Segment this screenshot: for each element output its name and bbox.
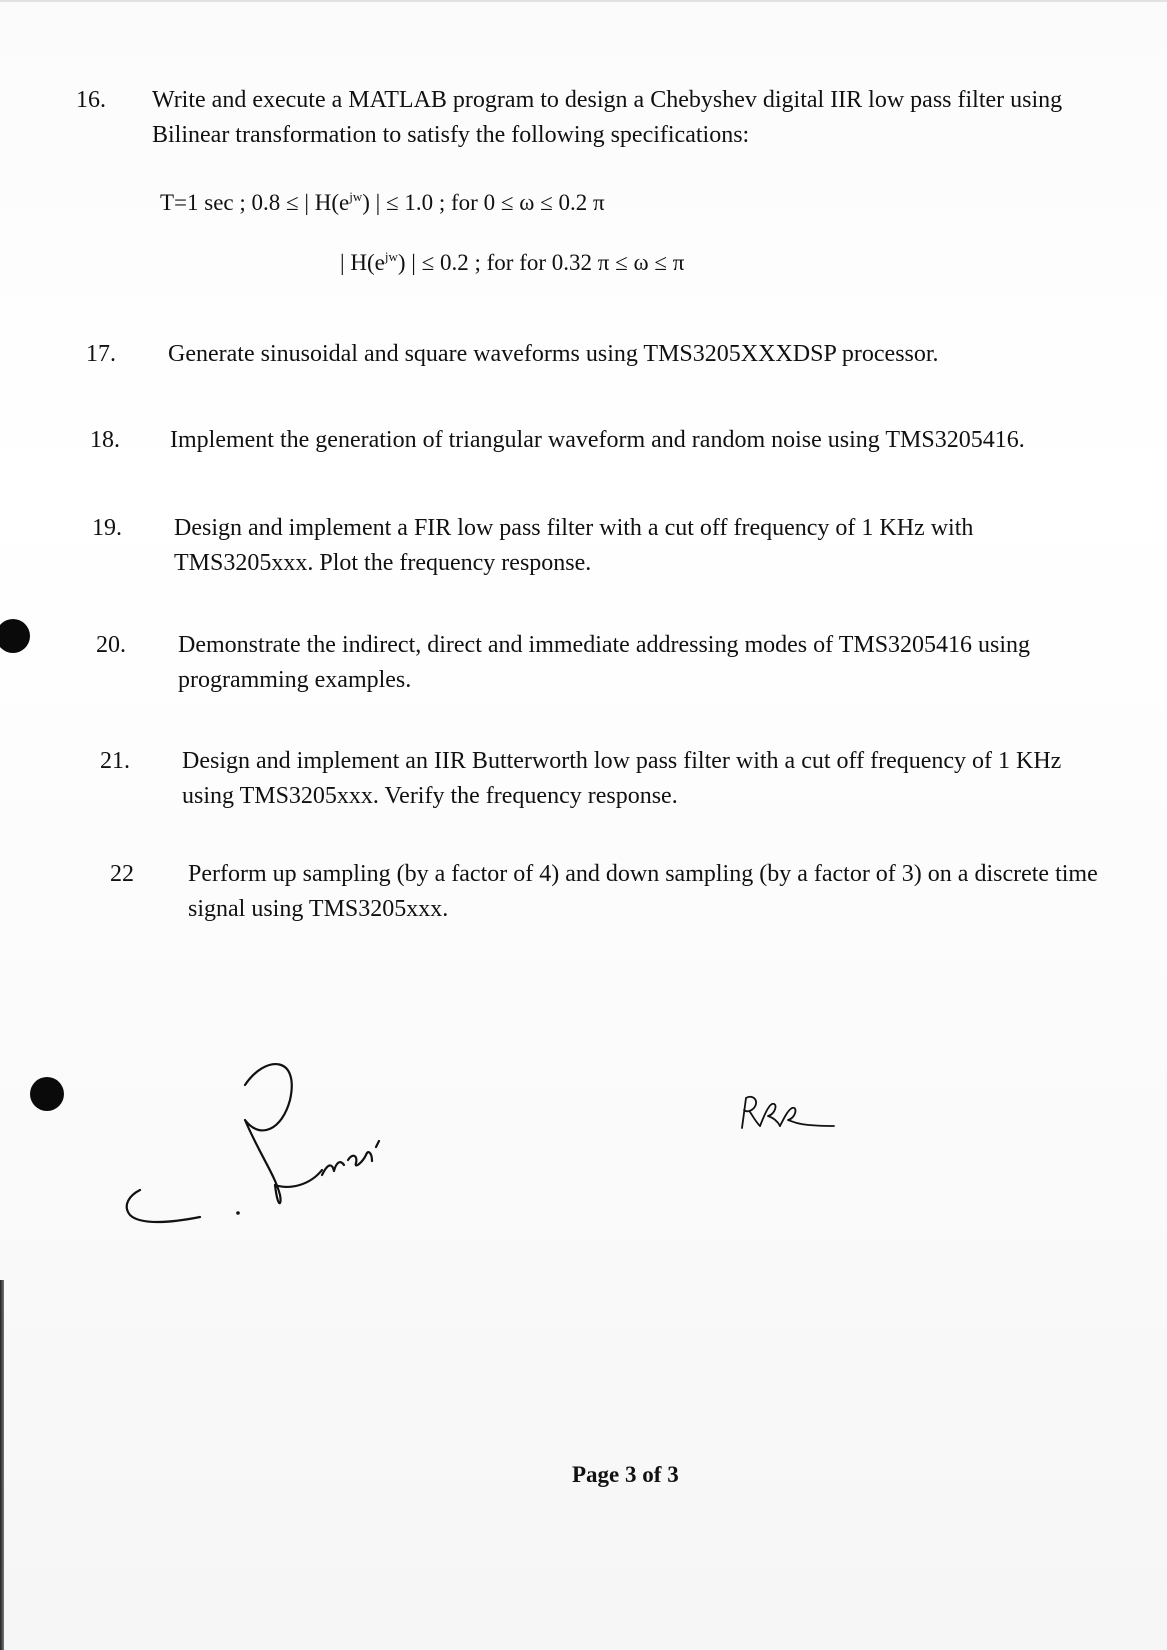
question-19 — [92, 511, 1152, 583]
question-number: 22 — [110, 861, 134, 887]
question-text-line-2: Bilinear transformation to satisfy the following specifications: — [152, 122, 750, 148]
page-of: of — [642, 1462, 662, 1487]
right-signature — [738, 1092, 838, 1142]
question-22 — [110, 857, 1160, 929]
question-17 — [86, 337, 1146, 373]
formula-superscript: jw — [384, 249, 398, 264]
question-number: 17. — [86, 341, 116, 367]
formula-prefix: T=1 sec ; 0.8 ≤ | H(e — [160, 190, 350, 215]
formula-suffix: ) | ≤ 0.2 ; for for 0.32 π ≤ ω ≤ π — [397, 250, 685, 275]
spec-formula-passband — [160, 188, 605, 218]
punch-hole-upper — [0, 619, 30, 653]
question-text-line-2: TMS3205xxx. Plot the frequency response. — [174, 550, 592, 576]
formula-suffix: ) | ≤ 1.0 ; for 0 ≤ ω ≤ 0.2 π — [362, 190, 605, 215]
question-text-line-2: programming examples. — [178, 667, 412, 693]
page-footer — [572, 1462, 679, 1488]
question-text-line-1: Design and implement an IIR Butterworth low pass filter with a cut off frequency of 1 KHz — [182, 748, 1062, 774]
question-text-line-1: Design and implement a FIR low pass filter with a cut off frequency of 1 KHz with — [174, 515, 974, 541]
top-edge-rule — [0, 0, 1167, 2]
left-signature — [100, 1045, 420, 1245]
question-18 — [90, 423, 1150, 459]
question-number: 16. — [76, 87, 106, 113]
formula-prefix: | H(e — [340, 250, 385, 275]
punch-hole-lower — [30, 1077, 64, 1111]
page-label: Page — [572, 1462, 620, 1487]
question-text-line-1: Demonstrate the indirect, direct and immediate addressing modes of TMS3205416 using — [178, 632, 1031, 658]
question-text-line-2: signal using TMS3205xxx. — [188, 896, 449, 922]
question-21 — [100, 744, 1160, 816]
question-number: 18. — [90, 427, 120, 453]
question-number: 21. — [100, 748, 130, 774]
page-current: 3 — [625, 1462, 637, 1487]
scan-edge-shadow — [0, 1280, 4, 1650]
spec-formula-stopband — [340, 248, 684, 278]
question-text-line-1: Generate sinusoidal and square waveforms using TMS3205XXXDSP processor. — [168, 341, 939, 367]
question-text-line-1: Perform up sampling (by a factor of 4) and down sampling (by a factor of 3) on a discrete time — [188, 861, 1098, 887]
question-number: 19. — [92, 515, 122, 541]
formula-superscript: jw — [349, 189, 363, 204]
page-total: 3 — [667, 1462, 679, 1487]
question-number: 20. — [96, 632, 126, 658]
question-20 — [96, 628, 1156, 700]
question-16 — [76, 83, 1156, 155]
question-text-line-1: Write and execute a MATLAB program to design a Chebyshev digital IIR low pass filter using — [152, 87, 1063, 113]
question-text-line-2: using TMS3205xxx. Verify the frequency response. — [182, 783, 678, 809]
question-text-line-1: Implement the generation of triangular waveform and random noise using TMS3205416. — [170, 427, 1025, 453]
